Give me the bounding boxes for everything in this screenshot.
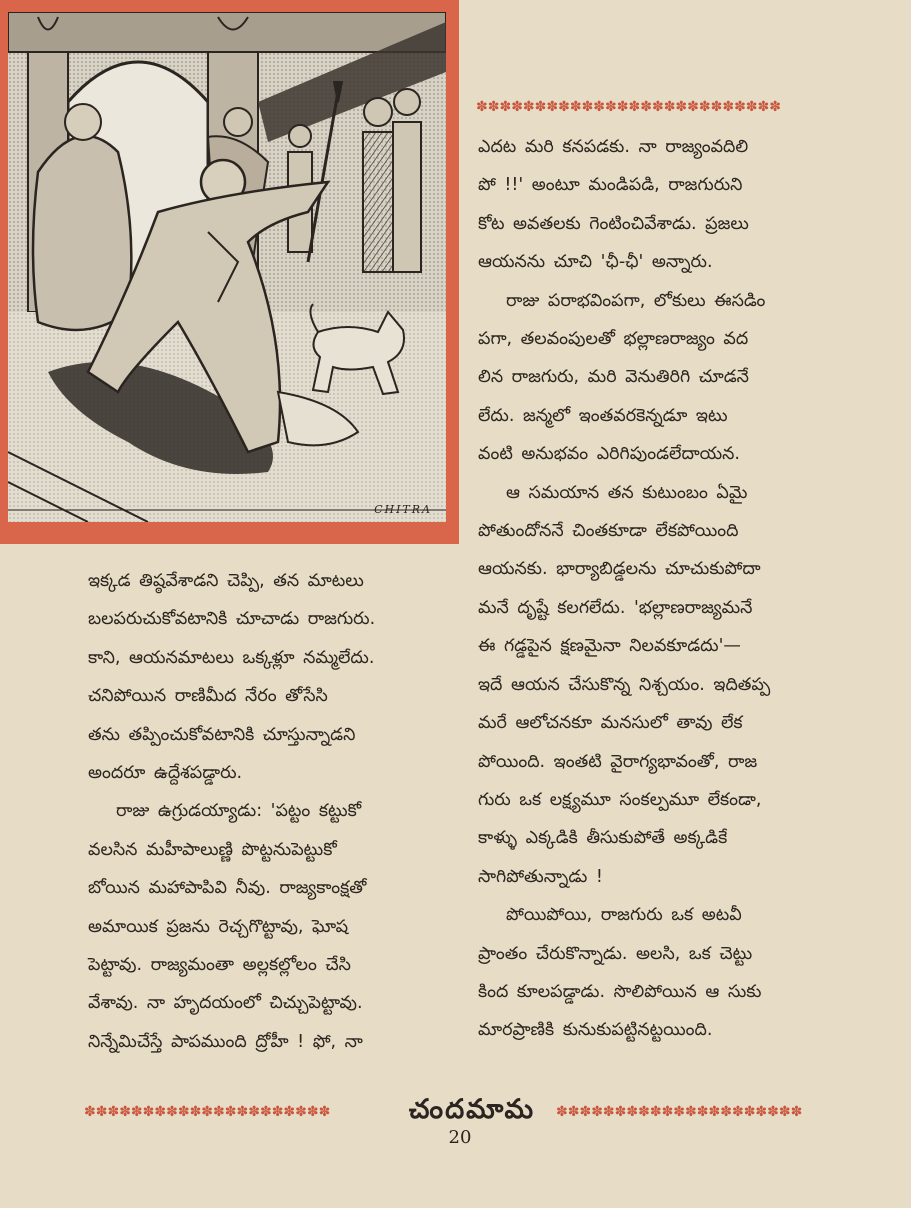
ornamental-border-footer-right: ✽✽✽✽✽✽✽✽✽✽✽✽✽✽✽✽✽✽✽✽✽ [556,1104,803,1120]
illustration-signature: CHITRA [374,503,432,516]
text-line: చనిపోయిన రాణిమీద నేరం తోసేసి [88,686,328,707]
paragraph [478,474,850,896]
text-line: లిన రాజగురు, మరి వెనుతిరిగి చూడనే [478,367,749,388]
text-line: పగా, తలవంపులతో భల్లాణరాజ్యం వద [478,329,749,350]
text-line: వలసిన మహీపాలుణ్ణి పొట్టనుపెట్టుకో [88,839,337,860]
text-line: పోయింది. ఇంతటి వైరాగ్యభావంతో, రాజ [478,751,758,772]
paragraph [88,792,460,1061]
text-line: గురు ఒక లక్ష్యమూ సంకల్పమూ లేకండా, [478,789,762,810]
text-line: ప్రాంతం చేరుకొన్నాడు. అలసి, ఒక చెట్టు [478,943,753,964]
text-line: కింద కూలపడ్డాడు. సొలిపోయిన ఆ సుకు [478,981,762,1002]
text-line: పెట్టావు. రాజ్యమంతా అల్లకల్లోలం చేసి [88,955,351,976]
text-line: కాళ్ళు ఎక్కడికి తీసుకుపోతే అక్కడికే [478,828,728,849]
text-line: ఈ గడ్డపైన క్షణమైనా నిలవకూడదు'— [478,636,741,657]
text-line: నిన్నేమిచేస్తే పాపముంది ద్రోహీ ! ఫో, నా [88,1031,363,1052]
text-line: పోతుందోననే చింతకూడా లేకపోయింది [478,521,739,542]
text-line: ఆ సమయాన తన కుటుంబం ఏమై [506,482,748,503]
illustration-frame [0,0,459,544]
text-line: అందరూ ఉద్దేశపడ్డారు. [88,763,243,784]
paragraph [478,896,850,1050]
page-number: 20 [448,1127,472,1148]
text-line: తను తప్పించుకోవటానికి చూస్తున్నాడని [88,724,356,745]
ornamental-border-top: ✽✽✽✽✽✽✽✽✽✽✽✽✽✽✽✽✽✽✽✽✽✽✽✽✽✽ [476,99,781,115]
text-line: బలపరుచుకోవటానికి చూచాడు రాజగురు. [88,609,376,630]
text-line: వేశావు. నా హృదయంలో చిచ్చుపెట్టావు. [88,993,363,1014]
text-line: రాజు పరాభవింపగా, లోకులు ఈసడిం [506,290,766,311]
paragraph [478,128,850,282]
text-line: కాని, ఆయనమాటలు ఒక్కళ్లూ నమ్మలేదు. [88,647,375,668]
text-line: పోయిపోయి, రాజగురు ఒక అటవీ [506,905,742,926]
paragraph [478,282,850,474]
text-line: కోట అవతలకు గెంటించివేశాడు. ప్రజలు [478,213,749,234]
text-line: పో !!' అంటూ మండిపడి, రాజగురుని [478,175,743,196]
text-line: ఇదే ఆయన చేసుకొన్న నిశ్చయం. ఇదితప్ప [478,674,771,695]
illustration-drawing [8,12,446,522]
right-column [478,128,850,1050]
text-line: మరే ఆలోచనకూ మనసులో తావు లేక [478,713,743,734]
text-line: లేదు. జన్మలో ఇంతవరకెన్నడూ ఇటు [478,405,728,426]
text-line: మారప్రాణికి కునుకుపట్టినట్టయింది. [478,1020,713,1041]
magazine-title: చందమామ [408,1094,536,1125]
left-column [88,562,460,1061]
ornamental-border-footer-left: ✽✽✽✽✽✽✽✽✽✽✽✽✽✽✽✽✽✽✽✽✽ [84,1104,331,1120]
paragraph [88,562,460,792]
text-line: ఆయనను చూచి 'ఛీ-ఛీ' అన్నారు. [478,252,713,273]
text-line: ఎదట మరి కనపడకు. నా రాజ్యంవదిలి [478,137,749,157]
text-line: మనే దృష్టే కలగలేదు. 'భల్లాణరాజ్యమనే [478,597,753,618]
text-line: బోయిన మహాపాపివి నీవు. రాజ్యకాంక్షతో [88,878,367,899]
text-line: ఆయనకు. భార్యాబిడ్డలను చూచుకుపోదా [478,559,761,580]
text-line: అమాయిక ప్రజను రెచ్చగొట్టావు, ఘోష [88,916,349,937]
text-line: ఇక్కడ తిష్ఠవేశాడని చెప్పి, తన మాటలు [88,571,364,591]
text-line: వంటి అనుభవం ఎరిగిపుండలేదాయన. [478,444,740,465]
illustration [8,12,446,522]
text-line: రాజు ఉగ్రుడయ్యాడు: 'పట్టం కట్టుకో [116,801,362,822]
text-line: సాగిపోతున్నాడు ! [478,866,603,887]
